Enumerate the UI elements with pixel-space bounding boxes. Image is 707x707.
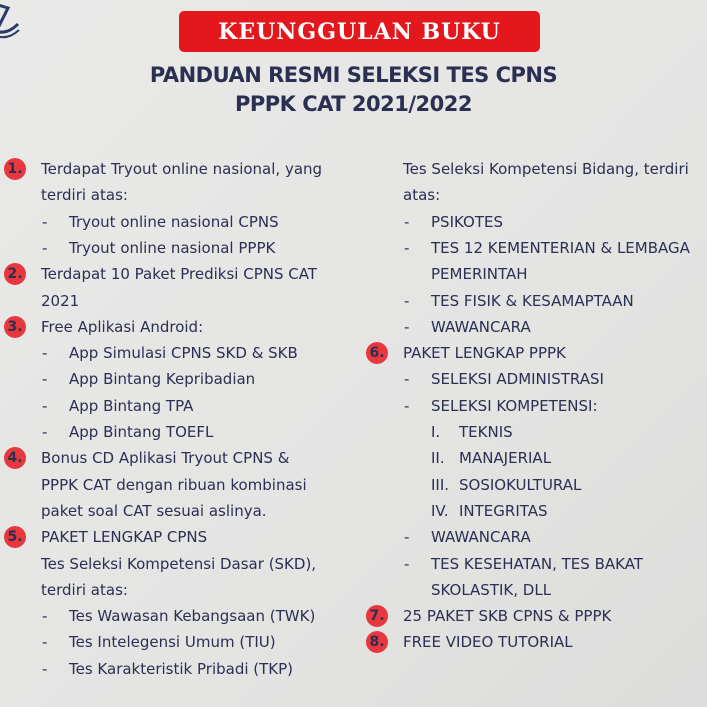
list-item-text: 25 PAKET SKB CPNS & PPPK [403, 607, 612, 626]
roman-numeral: III. [431, 475, 450, 494]
dash-bullet: - [404, 370, 410, 389]
sub-item-text: App Bintang TPA [69, 396, 194, 415]
sub-item-text: App Bintang TOEFL [69, 423, 214, 441]
sub-item-text: WAWANCARA [431, 528, 531, 547]
sub-sub-item-text: INTEGRITAS [459, 501, 548, 520]
subtitle-line-1: PANDUAN RESMI SELEKSI TES CPNS [149, 63, 558, 87]
sub-item-text: TES FISIK & KESAMAPTAAN [431, 291, 634, 310]
list-item-text: Tes Seleksi Kompetensi Bidang, terdiri [403, 160, 689, 178]
roman-numeral: II. [431, 449, 445, 468]
sub-item-text: Tryout online nasional CPNS [69, 212, 279, 231]
list-item-text: Terdapat Tryout online nasional, yang [41, 160, 323, 178]
list-number-badge: 3. [4, 316, 26, 338]
list-item-text: PAKET LENGKAP CPNS [41, 528, 208, 547]
sub-item-text: PEMERINTAH [431, 265, 528, 284]
sub-item-text: Tes Intelegensi Umum (TIU) [69, 633, 276, 652]
sub-item-text: WAWANCARA [431, 317, 531, 336]
list-item-text: PPPK CAT dengan ribuan kombinasi [41, 475, 307, 494]
sub-item-text: Tes Wawasan Kebangsaan (TWK) [69, 607, 316, 626]
dash-bullet: - [404, 396, 410, 415]
dash-bullet: - [42, 212, 48, 231]
list-item-text: Bonus CD Aplikasi Tryout CPNS & [41, 449, 290, 468]
list-number-badge: 6. [366, 342, 388, 364]
sub-item-text: Tryout online nasional PPPK [69, 238, 276, 257]
roman-numeral: I. [431, 423, 441, 441]
sub-item-text: SKOLASTIK, DLL [431, 580, 552, 599]
roman-numeral: IV. [431, 501, 449, 520]
list-number-badge: 2. [4, 263, 26, 285]
list-item-text: atas: [403, 186, 441, 205]
subtitle-line-2: PPPK CAT 2021/2022 [235, 92, 472, 116]
dash-bullet: - [404, 238, 410, 257]
list-item-text: FREE VIDEO TUTORIAL [403, 633, 573, 652]
sub-item-text: SELEKSI ADMINISTRASI [431, 370, 604, 389]
dash-bullet: - [404, 212, 410, 231]
list-item-text: Tes Seleksi Kompetensi Dasar (SKD), [41, 554, 317, 573]
sub-sub-item-text: MANAJERIAL [459, 449, 552, 468]
sub-sub-item-text: TEKNIS [459, 423, 513, 441]
list-number-badge: 7. [366, 605, 388, 627]
dash-bullet: - [42, 238, 48, 257]
list-item-text: Terdapat 10 Paket Prediksi CPNS CAT [41, 265, 318, 284]
dash-bullet: - [42, 344, 48, 363]
list-item-text: terdiri atas: [41, 186, 128, 205]
dash-bullet: - [404, 528, 410, 547]
dash-bullet: - [404, 291, 410, 310]
sub-item-text: App Bintang Kepribadian [69, 370, 256, 389]
logo-icon [0, 0, 20, 40]
dash-bullet: - [404, 554, 410, 573]
dash-bullet: - [42, 607, 48, 626]
dash-bullet: - [42, 396, 48, 415]
list-item-text: paket soal CAT sesuai aslinya. [41, 501, 267, 520]
sub-item-text: TES KESEHATAN, TES BAKAT [431, 554, 643, 573]
dash-bullet: - [42, 370, 48, 389]
list-number-badge: 4. [4, 447, 26, 469]
dash-bullet: - [42, 659, 48, 678]
sub-item-text: PSIKOTES [431, 212, 503, 231]
banner-title: KEUNGGULAN BUKU [179, 11, 540, 52]
sub-item-text: Tes Karakteristik Pribadi (TKP) [69, 659, 294, 678]
sub-item-text: SELEKSI KOMPETENSI: [431, 396, 598, 415]
list-number-badge: 1. [4, 158, 26, 180]
dash-bullet: - [404, 317, 410, 336]
list-number-badge: 8. [366, 631, 388, 653]
sub-item-text: TES 12 KEMENTERIAN & LEMBAGA [431, 238, 690, 257]
dash-bullet: - [42, 423, 48, 441]
dash-bullet: - [42, 633, 48, 652]
sub-item-text: App Simulasi CPNS SKD & SKB [69, 344, 298, 363]
list-item-text: 2021 [41, 291, 80, 310]
list-number-badge: 5. [4, 526, 26, 548]
list-item-text: terdiri atas: [41, 580, 128, 599]
list-item-text: PAKET LENGKAP PPPK [403, 344, 566, 363]
list-item-text: Free Aplikasi Android: [41, 317, 204, 336]
sub-sub-item-text: SOSIOKULTURAL [459, 475, 582, 494]
